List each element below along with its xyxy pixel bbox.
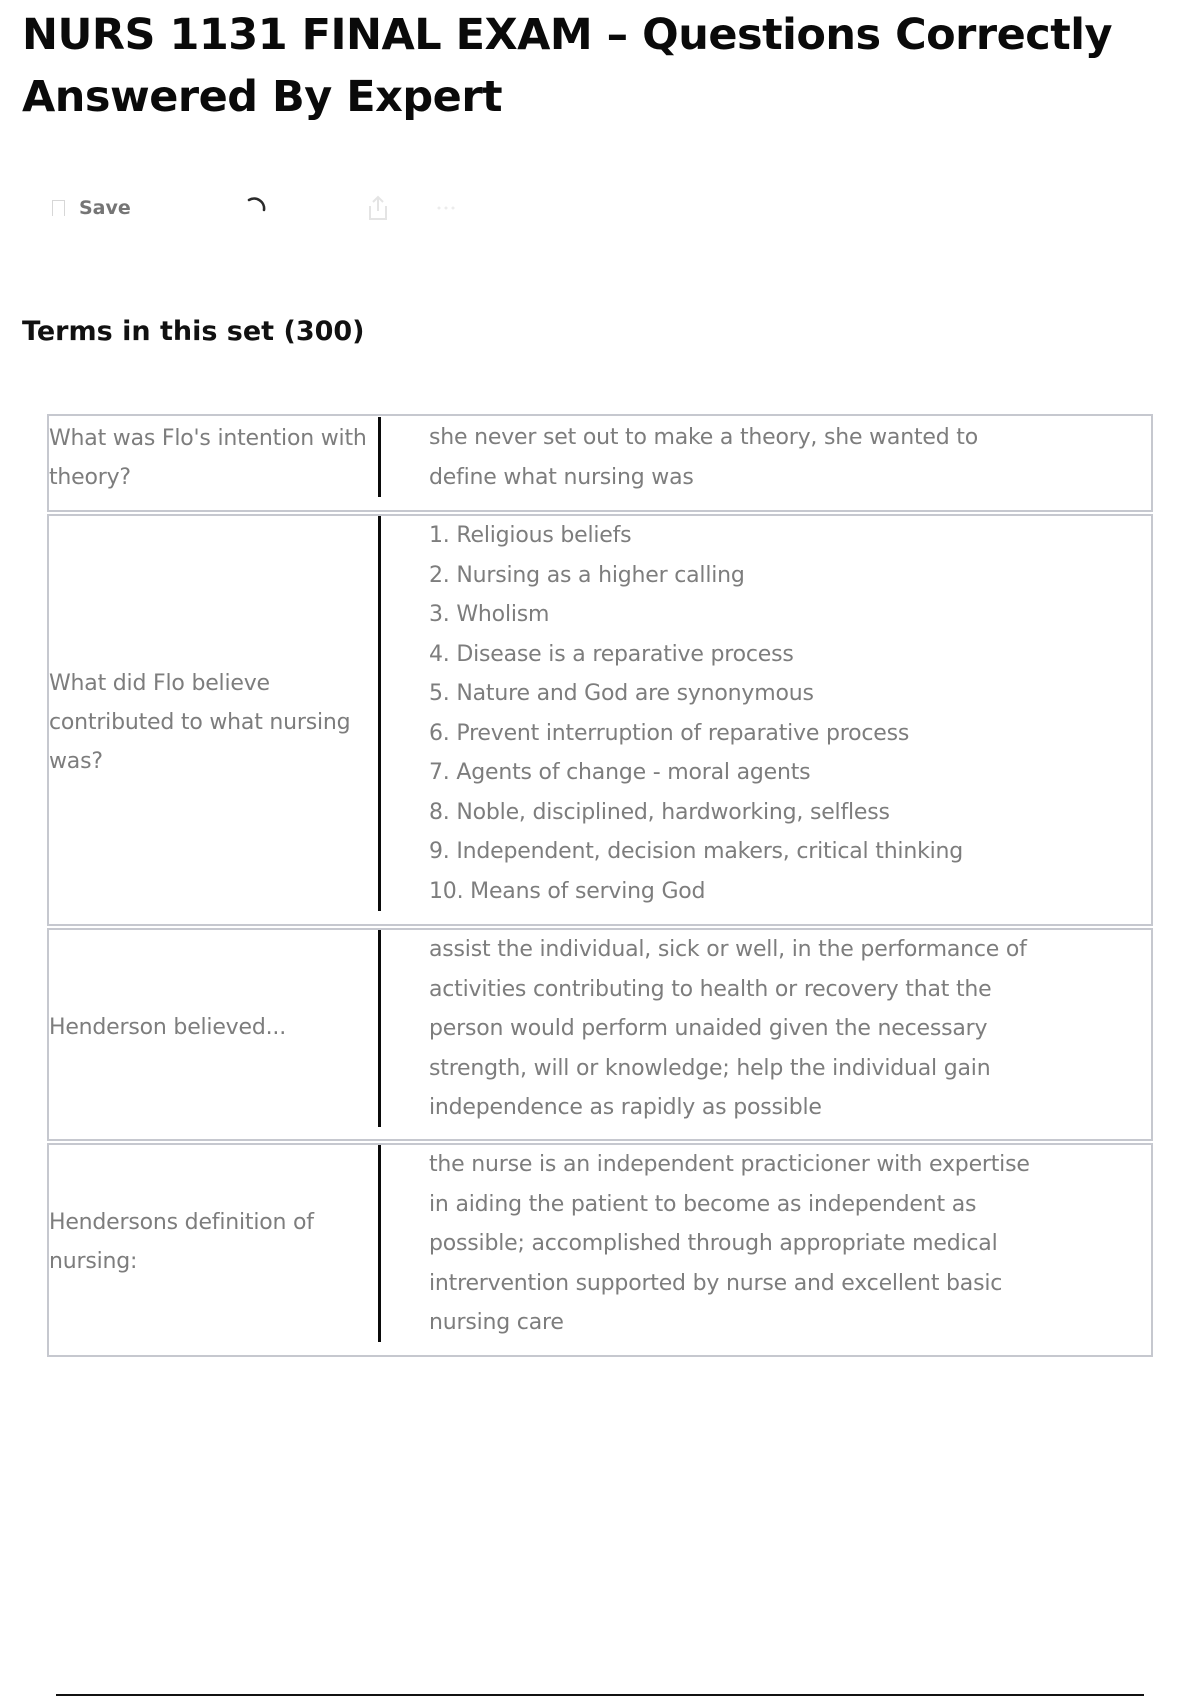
definition-line: strength, will or knowledge; help the individual gain: [429, 1055, 991, 1081]
definition-line: independence as rapidly as possible: [429, 1095, 822, 1120]
definition-line: 6. Prevent interruption of reparative process: [429, 720, 910, 746]
card-divider: [378, 516, 381, 911]
definition-line: 10. Means of serving God: [429, 878, 706, 904]
definition-line: 8. Noble, disciplined, hardworking, selfless: [429, 799, 890, 825]
definition-text: [429, 930, 1069, 1128]
save-button[interactable]: [52, 190, 131, 226]
terms-heading: Terms in this set (300): [22, 316, 365, 347]
definition-line: in aiding the patient to become as independent as: [429, 1191, 977, 1217]
definition-text: [429, 1145, 1069, 1343]
term-card: [47, 514, 1153, 926]
bookmark-icon: [52, 200, 65, 216]
page-title: NURS 1131 FINAL EXAM – Questions Correctly Answered By Expert: [22, 10, 1113, 122]
card-divider: [378, 1145, 381, 1342]
term-card: [47, 1143, 1153, 1357]
more-icon: [432, 193, 460, 223]
term-text: Henderson believed...: [49, 1015, 286, 1040]
definition-line: 7. Agents of change - moral agents: [429, 760, 811, 785]
save-label: Save: [79, 197, 131, 219]
set-toolbar: [52, 190, 502, 226]
share-icon: [364, 193, 392, 223]
more-button[interactable]: [432, 190, 460, 226]
term-text: What did Flo believe contributed to what nursing was?: [49, 671, 351, 774]
loading-spinner-icon: [242, 190, 272, 226]
definition-line: 5. Nature and God are synonymous: [429, 681, 814, 706]
term-card: [47, 414, 1153, 512]
definition-line: 9. Independent, decision makers, critical thinking: [429, 839, 964, 864]
definition-line: 1. Religious beliefs: [429, 523, 632, 548]
term-text: What was Flo's intention with theory?: [49, 426, 367, 490]
definition-line: 2. Nursing as a higher calling: [429, 562, 745, 588]
definition-line: possible; accomplished through appropriate medical: [429, 1231, 998, 1256]
definition-line: person would perform unaided given the necessary: [429, 1016, 988, 1041]
card-divider: [378, 930, 381, 1127]
definition-line: assist the individual, sick or well, in the performance of: [429, 937, 1027, 962]
definition-line: the nurse is an independent practicioner with expertise: [429, 1152, 1030, 1177]
definition-line: she never set out to make a theory, she wanted to: [429, 425, 978, 450]
term-text: Hendersons definition of nursing:: [49, 1210, 314, 1274]
footer-divider: [56, 1694, 1144, 1696]
term-card: [47, 928, 1153, 1141]
definition-line: 3. Wholism: [429, 602, 550, 627]
share-button[interactable]: [364, 190, 392, 226]
definition-line: define what nursing was: [429, 464, 694, 490]
definition-line: nursing care: [429, 1310, 564, 1335]
definition-line: 4. Disease is a reparative process: [429, 641, 794, 667]
definition-text: [429, 418, 1069, 497]
card-divider: [378, 417, 381, 497]
terms-list: [47, 414, 1153, 1359]
definition-text: [429, 516, 1069, 911]
definition-line: activities contributing to health or recovery that the: [429, 976, 992, 1002]
definition-line: intrervention supported by nurse and excellent basic: [429, 1270, 1003, 1296]
